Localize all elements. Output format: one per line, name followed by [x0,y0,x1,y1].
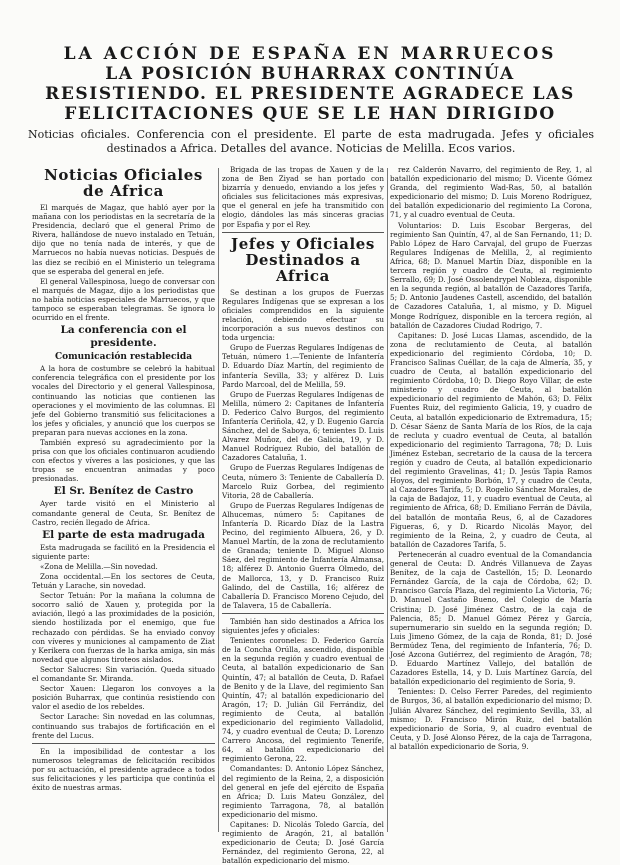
paragraph: rez Calderón Navarro, del regimiento de Rey, 1, al batallón expedicionario del mismo; D. Vicente Gómez Granda, del regimiento Wad-Ras, 50, al batallón expedicionario del mismo; D. Luis Moreno Rodríguez, del batallón expedicionario del regimiento La Corona, 71, y al cuadro eventual de Ceuta. [390,165,592,220]
section-kicker: LA ACCIÓN DE ESPAÑA EN MARRUECOS [63,44,557,64]
paragraph: Capitanes: D. Nicolás Toledo García, del regimiento de Aragón, 21, al batallón expedicionario de Ceuta; D. José García Fernández, del regimiento Gerona, 22, al batallón expedicionario del mismo. [222,820,384,865]
subheadline: Noticias oficiales. Conferencia con el presidente. El parte de esta madrugada. Jefes y oficiales destinados a Africa. Detalles del avance. Noticias de Melilla. Ecos varios. [28,128,594,155]
paragraph: El general Vallespinosa, luego de conversar con el marqués de Magaz, dijo a los periodistas que no había noticias especiales de Marruecos, y que tampoco se esperaban telegramas. Se ignora lo ocurrido en el frente. [32,276,215,323]
paragraph: En la imposibilidad de contestar a los numerosos telegramas de felicitación recibidos por su actuación, el presidente agradece a todos sus felicitaciones y les participa que continúa el éxito de nuestras armas. [32,746,215,793]
paragraph: Sector Xauen: Llegaron los convoyes a la posición Buharrax, que continúa resistiendo con valor el asedio de los rebeldes. [32,684,215,712]
column-1 [32,165,215,835]
column-heading: Jefes y Oficiales Destinados a Africa [231,234,375,285]
paragraph: «Zona de Melilla.—Sin novedad. [40,561,158,571]
paragraph: También expresó su agradecimiento por la prisa con que los oficiales continuaron acudiendo con efectos y víveres a las posiciones, y que las tropas se encuentran animadas y poco presionadas. [32,437,215,484]
paragraph: Esta madrugada se facilitó en la Presidencia el siguiente parte: [32,542,215,561]
paragraph: El marqués de Magaz, que habló ayer por la mañana con los periodistas en la secretaría de la Presidencia, declaró que el general Primo de Rivera, hallándose de nuevo instalado en Tetuán, dijo que no tenía nada de interés, y que de Marruecos no había nuevas noticias. Después de las diez se recibió en el Ministerio un telegrama que se esperaba del general en jefe. [32,203,215,276]
column-divider [218,168,219,832]
headline: LA POSICIÓN BUHARRAX CONTINÚA RESISTIENDO. EL PRESIDENTE AGRADECE LAS FELICITACIONES QUE SE LE HAN DIRIGIDO [45,64,575,124]
column-2 [222,165,384,865]
paragraph: Voluntarios: D. Luis Escobar Bergeras, del regimiento San Quintín, 47, al de San Fernando, 11; D. Pablo López de Haro Carvajal, del grupo de Fuerzas Regulares Indígenas de Melilla, 2, al regimiento Africa, 68; D. Manuel Martín Díaz, disponible en la tercera región y cuadro de Ceuta, al regimiento Serrallo, 69; D. José Ossolendrypel Nobleza, disponible en la segunda región, al batallón de Cazadores Tarifa, 5; D. Antonio Jaudenes Castell, ascendido, del batallón de Cazadores Cataluña, 1, al mismo, y D. Miguel Monge Rodríguez, disponible en la tercera región, al batallón de Cazadores Ciudad Rodrigo, 7. [390,220,592,330]
divider-rule [222,232,384,233]
section-heading: La conferencia con el presidente. [60,324,187,350]
column-heading: Noticias Oficiales de Africa [44,166,203,200]
section-subheading: Comunicación restablecida [54,352,193,363]
paragraph: Ayer tarde visitó en el Ministerio al comandante general de Ceuta, Sr. Benítez de Castro, recién llegado de Africa. [32,499,215,527]
paragraph: Se destinan a los grupos de Fuerzas Regulares Indígenas que se expresan a los oficiales comprendidos en la siguiente relación, debiendo efectuar su incorporación a sus nuevos destinos con toda urgencia: [222,287,384,343]
column-3 [390,165,592,835]
paragraph: Pertenecerán al cuadro eventual de la Comandancia general de Ceuta: D. Andrés Villanueva de Zayas Benítez, de la caja de Castellón, 15; D. Leonardo Fernández García, de la caja de Córdoba, 62; D. Francisco García Plaza, del regimiento La Victoria, 76; D. Manuel Castaño Bueno, del Colegio de María Cristina; D. José Jiménez Castro, de la caja de Palencia, 85; D. Manuel Gómez Pérez y García, supernumerario sin sueldo en la segunda región; D. Luis Jimeno Gómez, de la caja de Ronda, 81; D. José Bermúdez Tena, del regimiento de Infantería, 76; D. José Azcona Gutiérrez, del regimiento de Aragón, 78; D. Eduardo Martínez Vallejo, del batallón de Cazadores Estella, 14, y D. Luis Martínez García, del batallón expedicionario del regimiento de Soria, 9. [390,549,592,687]
paragraph: Grupo de Fuerzas Regulares Indígenas de Tetuán, número 1.—Teniente de Infantería D. Eduardo Díaz Martín, del regimiento de infantería Sevilla, 33; y alférez D. Luis Pardo Marcoal, del de Melilla, 59. [222,343,384,389]
paragraph: Zona occidental.—En los sectores de Ceuta, Tetuán y Larache, sin novedad. [32,572,215,591]
paragraph: A la hora de costumbre se celebró la habitual conferencia telegráfica con el presidente por los vocales del Directorio y el general Vallespinosa, continuando las noticias que contienen las operaciones y el movimiento de las columnas. El jefe del Gobierno transmitió sus felicitaciones a los jefes y oficiales, y anunció que los cuerpos se preparan para nuevas acciones en la zona. [32,364,215,437]
paragraph: Capitanes: D. José Lucas Llamas, ascendido, de la zona de reclutamiento de Ceuta, al batallón expedicionario del regimiento Córdoba, 10; D. Francisco Salinas Cuéllar, de la caja de Almería, 35, y cuadro de Ceuta, al batallón expedicionario del regimiento Córdoba, 10; D. Diego Royo Villar, de este ministerio y cuadro de Ceuta, al batallón expedicionario del regimiento de Mahón, 63; D. Félix Fuentes Ruiz, del regimiento Galicia, 19, y cuadro de Ceuta, al batallón expedicionario de Extremadura, 15; D. César Sáenz de Santa María de los Ríos, de la caja de recluta y cuadro eventual de Ceuta, al batallón expedicionario del regimiento Tarragona, 78; D. Luis Jiménez Esteban, secretario de la causa de la tercera región y cuadro de Ceuta, al batallón expedicionario del regimiento Gravelinas, 41; D. Jesús Tapia Ramos Hoyos, del regimiento Borbón, 17, y cuadro de Ceuta, al Cazadores Tarifa, 5; D. Rogelio Sánchez Morales, de la caja de Badajoz, 11, y cuadro eventual de Ceuta, al regimiento de Africa, 68; D. Emiliano Ferrán de Dávila, del batallón de montaña Reus, 6, al de Cazadores Figueras, 6, y D. Ricardo Nicolás Mayor, del regimiento de la Reina, 2, y cuadro de Ceuta, al batallón de Cazadores Tarifa, 5. [390,330,592,549]
section-heading: El Sr. Benítez de Castro [53,485,194,498]
divider-rule [32,743,215,744]
paragraph: Grupo de Fuerzas Regulares Indígenas de Alhucemas, número 5: Capitanes de Infantería D. Ricardo Díaz de la Lastra Pecino, del regimiento Albuera, 26, y D. Manuel Martín, de la zona de reclutamiento de Granada; teniente D. Miguel Alonso Sáez, del regimiento de Infantería Almansa, 18; alférez D. Antonio Guerra Olmedo, del de Mallorca, 13, y D. Francisco Ruiz Galindo, del de Castilla, 16; alférez de Caballería D. Francisco Moreno Cejudo, del de Talavera, 15 de Caballería. [222,500,384,610]
paragraph: Sector Tetuán: Por la mañana la columna de socorro salió de Xauen y, protegida por la aviación, llegó a las proximidades de la posición, siendo hostilizada por el enemigo, que fue rechazado con pérdidas. Se ha enviado convoy con víveres y municiones al campamento de Ziat y Kerikera con fuerzas de la harka amiga, sin más novedad que algunos tiroteos aislados. [32,591,215,664]
paragraph: Grupo de Fuerzas Regulares Indígenas de Melilla, número 2: Capitanes de Infantería D. Federico Calvo Burgos, del regimiento Infantería Ceriñola, 42, y D. Eugenio García Sánchez, del de Saboya, 6; tenientes D. Luis Alvarez Muñoz, del de Galicia, 19, y D. Manuel Rodríguez Rubio, del batallón de Cazadores Cataluña, 1. [222,389,384,463]
divider-rule [222,613,384,614]
paragraph: Tenientes coroneles: D. Federico García de la Concha Orúlla, ascendido, disponible en la segunda región y cuadro eventual de Ceuta, al batallón expedicionario de San Quintín, 47; al batallón de Ceuta, D. Rafael de Benito y de la Llave, del regimiento San Quintín, 47; al batallón expedicionario del Aragón, 17; D. Julián Gil Ferrándiz, del regimiento de Ceuta, al batallón expedicionario del regimiento Valladolid, 74, y cuadro eventual de Ceuta; D. Lorenzo Carrero Ancosa, del regimiento Tenerife, 64, al batallón expedicionario del regimiento Gerona, 22. [222,636,384,764]
paragraph: Tenientes: D. Celso Ferrer Paredes, del regimiento de Burgos, 36, al batallón expedicionario del mismo; D. Julián Alvarez Sánchez, del regimiento Sevilla, 33, al mismo; D. Francisco Mirón Ruiz, del batallón expedicionario de Soria, 9, al cuadro eventual de Ceuta, y D. José Alonso Pérez, de la caja de Tarragona, al batallón expedicionario de Soria, 9. [390,687,593,751]
paragraph: Sector Salucres: Sin variación. Queda situado el comandante Sr. Miranda. [32,664,215,684]
paragraph: Brigada de las tropas de Xauen y de la zona de Ben Ziyad se han portado con bizarría y denuedo, enviando a los jefes y oficiales sus felicitaciones más expresivas, que el general en jefe ha transmitido con elogio, dándoles las más sinceras gracias por Espafia y por el Rey. [222,165,384,229]
paragraph: También han sido destinados a Africa los siguientes jefes y oficiales: [222,616,384,636]
paragraph: Comandantes: D. Antonio López Sánchez, del regimiento de la Reina, 2, a disposición del general en jefe del ejército de España en Africa; D. Luis Mateu González, del regimiento Tarragona, 78, al batallón expedicionario del mismo. [222,764,384,819]
paragraph: Sector Larache: Sin novedad en las columnas, continuando sus trabajos de fortificación en el frente del Lucus. [32,712,215,740]
section-heading: El parte de esta madrugada [42,528,205,541]
column-divider [387,168,388,832]
paragraph: Grupo de Fuerzas Regulares Indígenas de Ceuta, número 3: Teniente de Caballería D. Marcelo Ruiz Gorbea, del regimiento Vitoria, 28 de Caballería. [222,463,384,500]
